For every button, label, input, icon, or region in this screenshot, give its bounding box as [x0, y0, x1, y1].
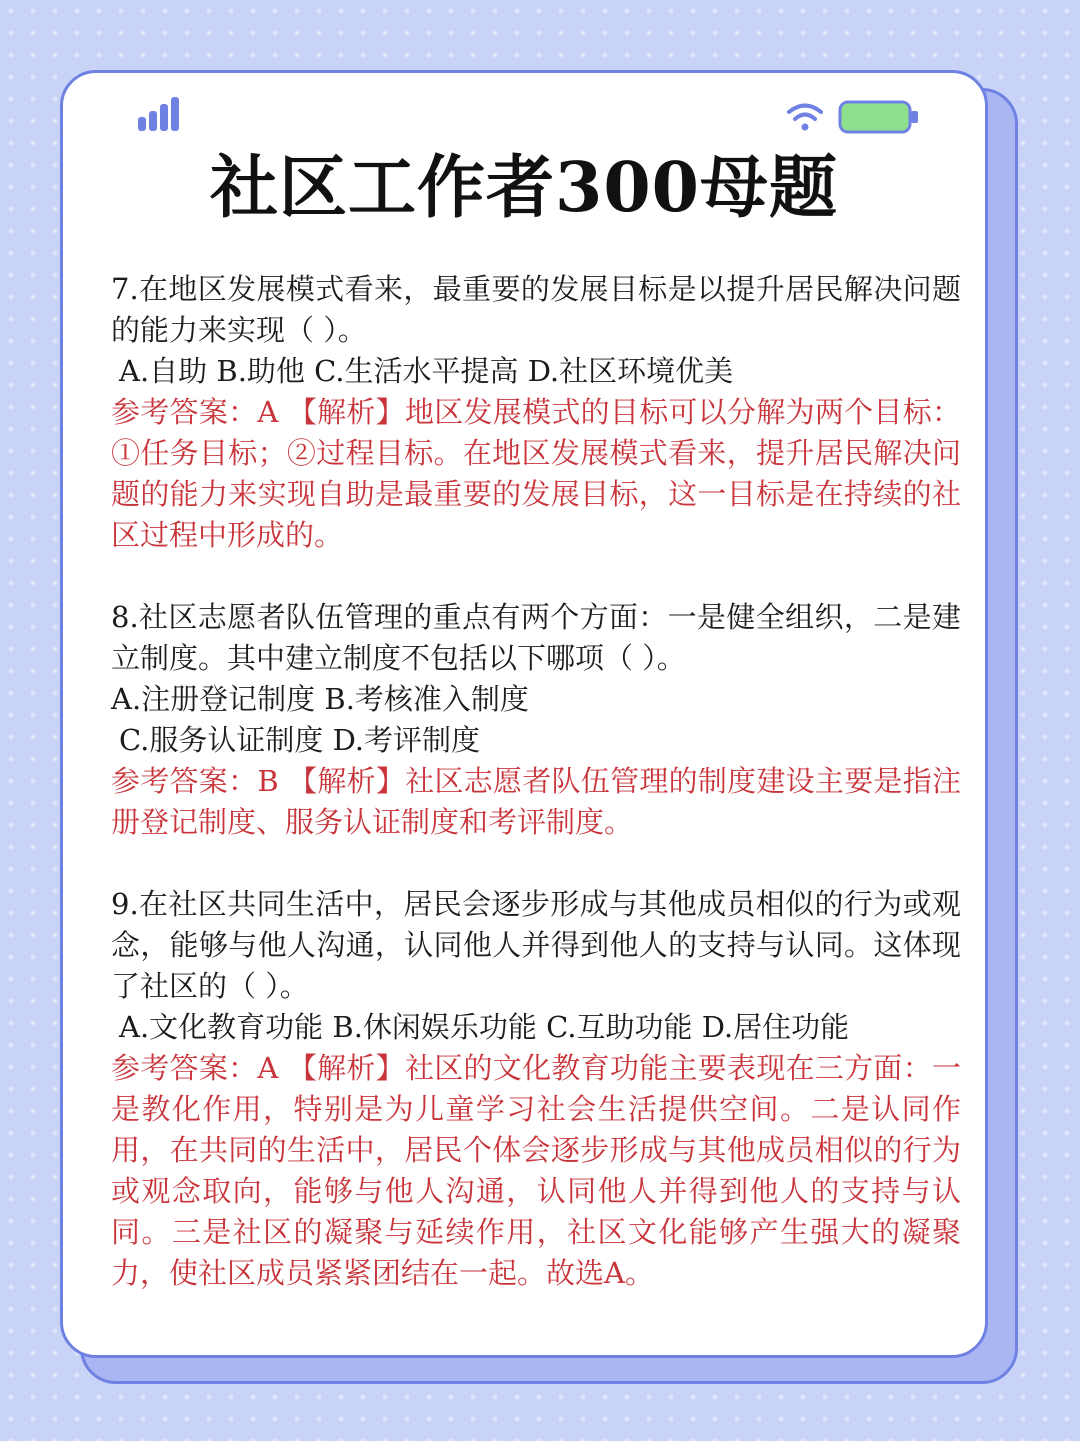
question-options: C.服务认证制度 D.考评制度: [119, 723, 481, 757]
signal-bars-icon: [138, 97, 188, 131]
answer-explanation: 参考答案：A 【解析】社区的文化教育功能主要表现在三方面：一是教化作用，特别是为儿童学习社会生活提供空间。二是认同作用，在共同的生活中，居民个体会逐步形成与其他成员相似的行为或观念取向，能够与他人沟通，认同他人并得到他人的支持与认同。三是社区的凝聚与延续作用，社区文化能够产生强大的凝聚力，使社区成员紧紧团结在一起。故选A。: [111, 1051, 961, 1290]
answer-explanation: 参考答案：A 【解析】地区发展模式的目标可以分解为两个目标：①任务目标；②过程目标。在地区发展模式看来，提升居民解决问题的能力来实现自助是最重要的发展目标，这一目标是在持续的社区过程中形成的。: [111, 395, 961, 552]
question-options: A.文化教育功能 B.休闲娱乐功能 C.互助功能 D.居住功能: [119, 1010, 850, 1044]
page-title: 社区工作者300母题: [210, 148, 838, 228]
question-card: [60, 70, 988, 1358]
answer-explanation: 参考答案：B 【解析】社区志愿者队伍管理的制度建设主要是指注册登记制度、服务认证制度和考评制度。: [111, 764, 961, 839]
question-block-7: [111, 269, 961, 556]
question-text: 8.社区志愿者队伍管理的重点有两个方面：一是健全组织，二是建立制度。其中建立制度不包括以下哪项（ ）。: [111, 600, 961, 675]
wifi-icon: [785, 99, 825, 133]
question-options: A.自助 B.助他 C.生活水平提高 D.社区环境优美: [119, 354, 734, 388]
question-block-9: [111, 884, 961, 1294]
question-options: A.注册登记制度 B.考核准入制度: [111, 682, 529, 716]
question-list: [111, 269, 961, 1335]
question-text: 9.在社区共同生活中，居民会逐步形成与其他成员相似的行为或观念，能够与他人沟通，认同他人并得到他人的支持与认同。这体现了社区的（ ）。: [111, 887, 961, 1003]
battery-icon: [838, 100, 920, 134]
question-block-8: [111, 597, 961, 843]
question-text: 7.在地区发展模式看来，最重要的发展目标是以提升居民解决问题的能力来实现（ ）。: [111, 272, 961, 347]
